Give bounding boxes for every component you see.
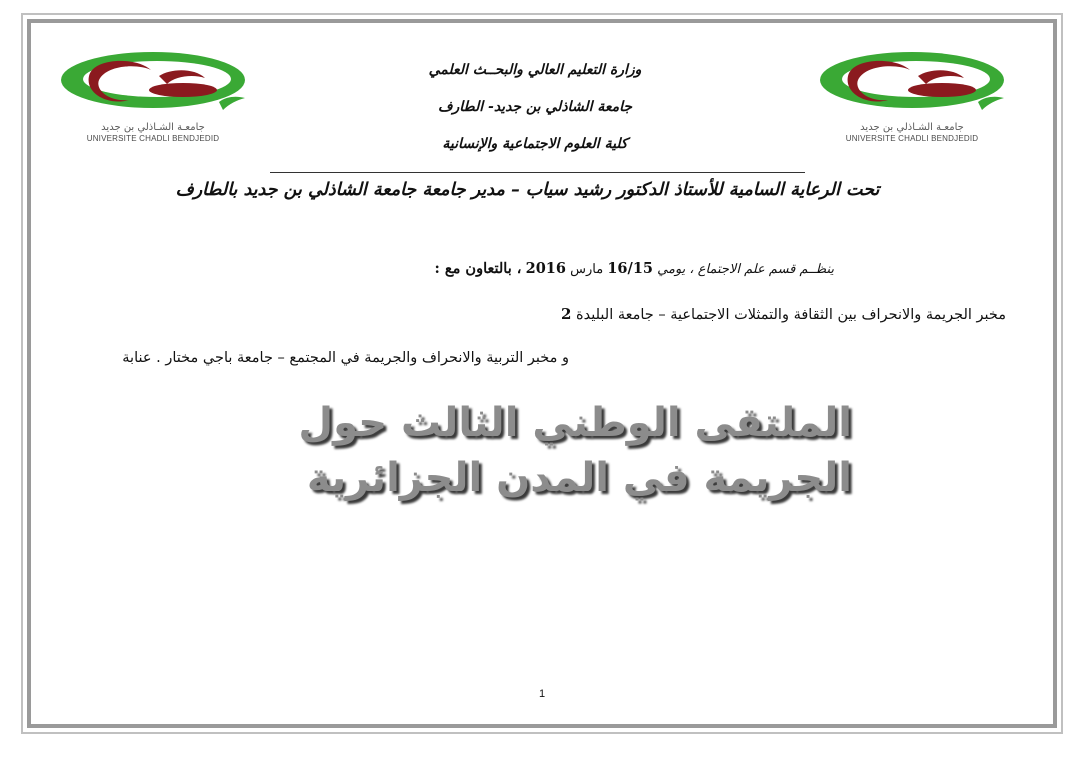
- logo-university-arabic: جامعـة الشـاذلي بن جديد: [101, 122, 205, 133]
- university-logo-left: [55, 46, 251, 146]
- conference-title-line2: الجريمة في المدن الجزائرية: [306, 455, 852, 501]
- header-divider: [270, 172, 805, 173]
- university-logo-right: [814, 46, 1010, 146]
- lab-blida-number: 2: [560, 305, 572, 323]
- university-emblem-right: [814, 46, 1010, 122]
- organizer-line: [435, 260, 835, 277]
- logo-university-arabic: جامعـة الشـاذلي بن جديد: [860, 122, 964, 133]
- header-ministry: وزارة التعليم العالي والبحــث العلمي: [428, 62, 642, 78]
- organizer-year: 2016: [525, 260, 566, 277]
- header-faculty: كلية العلوم الاجتماعية والإنسانية: [442, 136, 628, 152]
- conference-title-line1: الملتقى الوطني الثالث حول: [298, 400, 852, 446]
- logo-university-french: UNIVERSITE CHADLI BENDJEDID: [86, 134, 220, 143]
- organizer-lead: ينظــم قسم علم الاجتماع ، يومي: [657, 262, 834, 277]
- lab-annaba: و مخبر التربية والانحراف والجريمة في المجتمع – جامعة باجي مختار . عنابة: [122, 350, 569, 366]
- header-university: جامعة الشاذلي بن جديد- الطارف: [437, 99, 633, 115]
- logo-university-french: UNIVERSITE CHADLI BENDJEDID: [845, 134, 979, 143]
- patronage-line: تحت الرعاية السامية للأستاذ الدكتور رشيد سياب – مدير جامعة جامعة الشاذلي بن جديد بالطارف: [175, 180, 880, 200]
- lab-blida: [561, 305, 1006, 323]
- lab-blida-text: مخبر الجريمة والانحراف بين الثقافة والتمثلات الاجتماعية – جامعة البليدة: [576, 307, 1006, 323]
- organizer-collab: ، بالتعاون مع :: [434, 260, 522, 277]
- page-number: 1: [538, 688, 546, 700]
- organizer-month: مارس: [570, 262, 604, 277]
- university-emblem-left: [55, 46, 251, 122]
- organizer-dates: 16/15: [607, 260, 653, 277]
